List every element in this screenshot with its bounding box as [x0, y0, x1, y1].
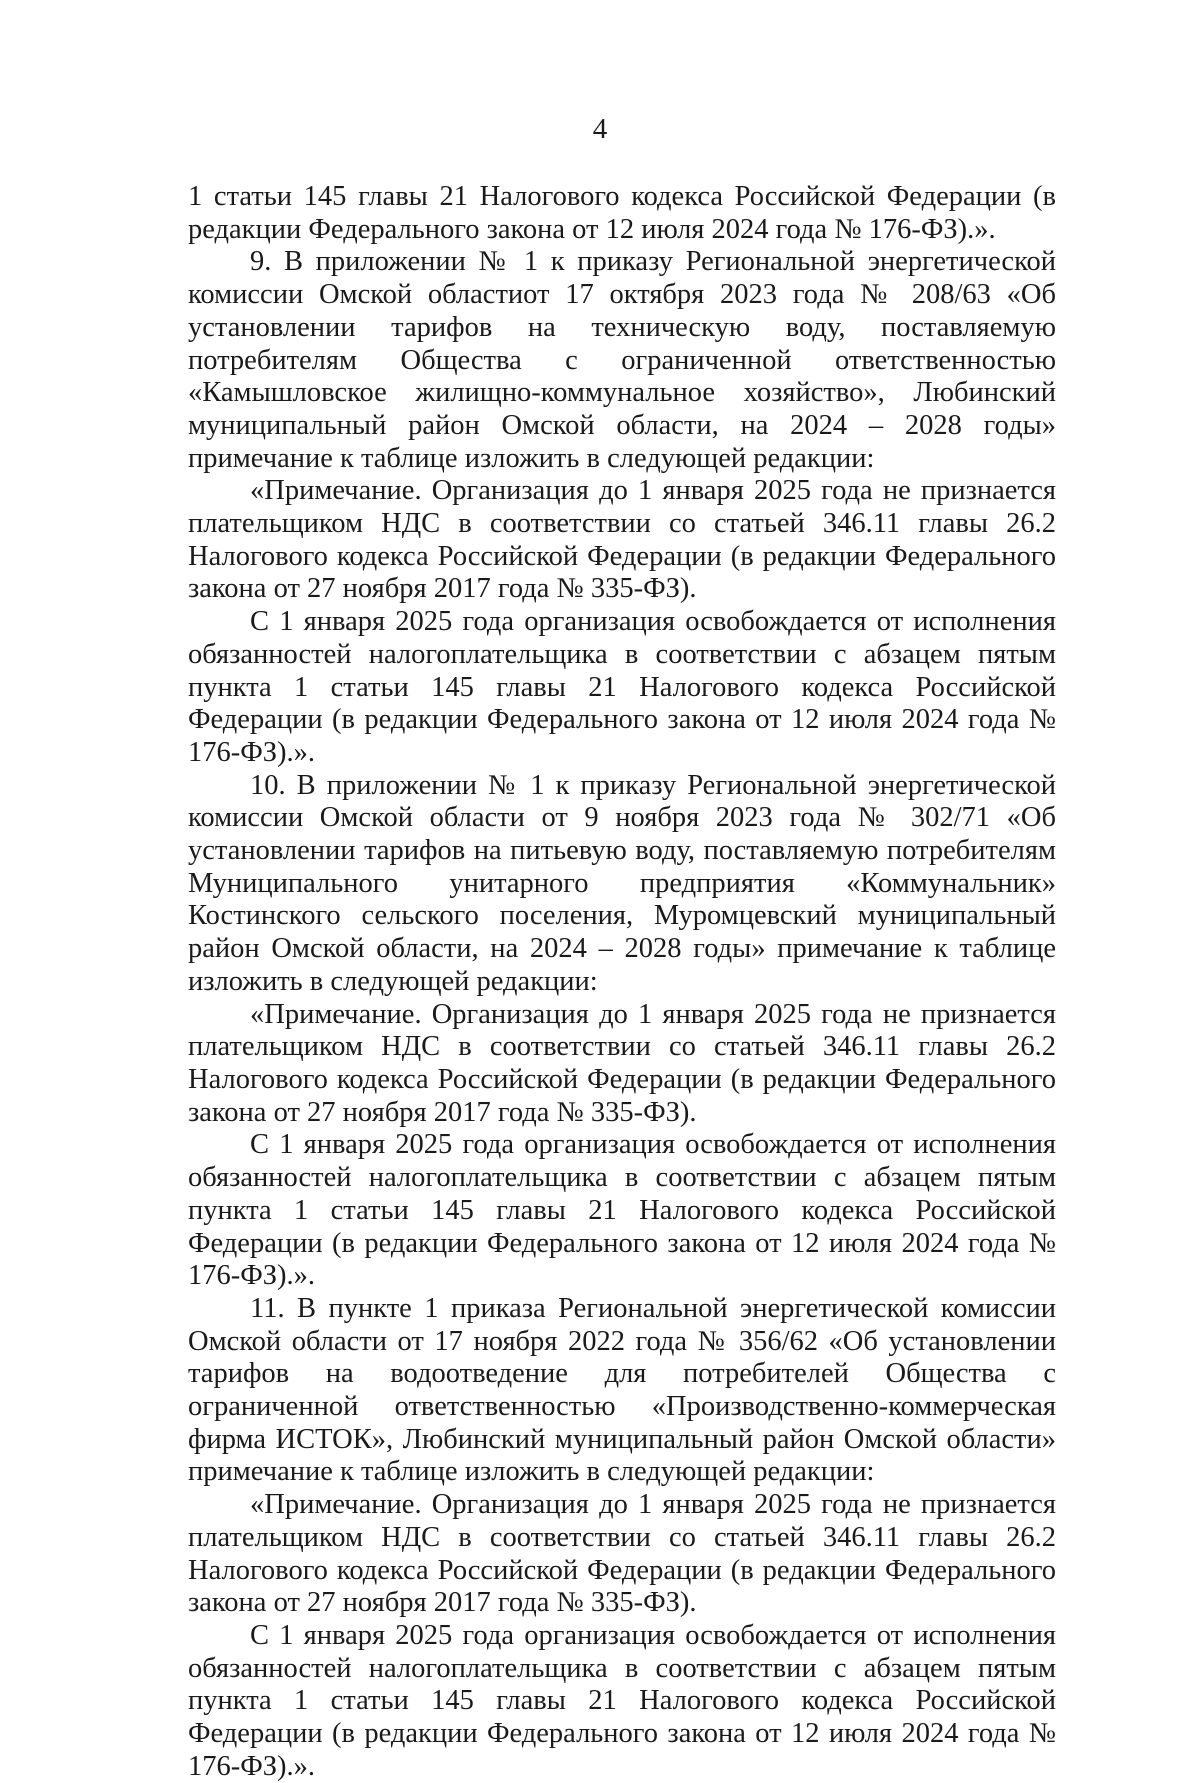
paragraph-note-10-vat-exemption: С 1 января 2025 года организация освобождается от исполнения обязанностей налогоплательщика в соответствии с абзацем пятым пункта 1 статьи 145 главы 21 Налогового кодекса Российской Федерации (в редакции Федерального закона от 12 июля 2024 года № 176-ФЗ).».: [188, 1129, 1056, 1292]
document-body: [188, 181, 1056, 1783]
paragraph-note-10: «Примечание. Организация до 1 января 2025 года не признается плательщиком НДС в соответствии со статьей 346.11 главы 26.2 Налогового кодекса Российской Федерации (в редакции Федерального закона от 27 ноября 2017 года № 335-ФЗ).: [188, 998, 1056, 1128]
paragraph-note-11: «Примечание. Организация до 1 января 2025 года не признается плательщиком НДС в соответствии со статьей 346.11 главы 26.2 Налогового кодекса Российской Федерации (в редакции Федерального закона от 27 ноября 2017 года № 335-ФЗ).: [188, 1489, 1056, 1619]
paragraph-note-11-vat-exemption: С 1 января 2025 года организация освобождается от исполнения обязанностей налогоплательщика в соответствии с абзацем пятым пункта 1 статьи 145 главы 21 Налогового кодекса Российской Федерации (в редакции Федерального закона от 12 июля 2024 года № 176-ФЗ).».: [188, 1619, 1056, 1782]
paragraph-item-11: 11. В пункте 1 приказа Региональной энергетической комиссии Омской области от 17 ноября 2022 года № 356/62 «Об установлении тарифов на водоотведение для потребителей Общества с ограниченной ответственностью «Производственно-коммерческая фирма ИСТОК», Любинский муниципальный район Омской области» примечание к таблице изложить в следующей редакции:: [188, 1292, 1056, 1488]
paragraph-item-9: 9. В приложении № 1 к приказу Региональной энергетической комиссии Омской областиот 17 октября 2023 года № 208/63 «Об установлении тарифов на техническую воду, поставляемую потребителям Общества с ограниченной ответственностью «Камышловское жилищно-коммунальное хозяйство», Любинский муниципальный район Омской области, на 2024 – 2028 годы» примечание к таблице изложить в следующей редакции:: [188, 246, 1056, 474]
page-number: 4: [592, 113, 608, 145]
paragraph-note-9-vat-exemption: С 1 января 2025 года организация освобождается от исполнения обязанностей налогоплательщика в соответствии с абзацем пятым пункта 1 статьи 145 главы 21 Налогового кодекса Российской Федерации (в редакции Федерального закона от 12 июля 2024 года № 176-ФЗ).».: [188, 606, 1056, 768]
paragraph-note-9: «Примечание. Организация до 1 января 2025 года не признается плательщиком НДС в соответствии со статьей 346.11 главы 26.2 Налогового кодекса Российской Федерации (в редакции Федерального закона от 27 ноября 2017 года № 335-ФЗ).: [188, 475, 1056, 605]
paragraph-continuation: 1 статьи 145 главы 21 Налогового кодекса Российской Федерации (в редакции Федерального закона от 12 июля 2024 года № 176-ФЗ).».: [188, 181, 1056, 245]
paragraph-item-10: 10. В приложении № 1 к приказу Региональной энергетической комиссии Омской области от 9 ноября 2023 года № 302/71 «Об установлении тарифов на питьевую воду, поставляемую потребителям Муниципального унитарного предприятия «Коммунальник» Костинского сельского поселения, Муромцевский муниципальный район Омской области, на 2024 – 2028 годы» примечание к таблице изложить в следующей редакции:: [188, 769, 1056, 997]
